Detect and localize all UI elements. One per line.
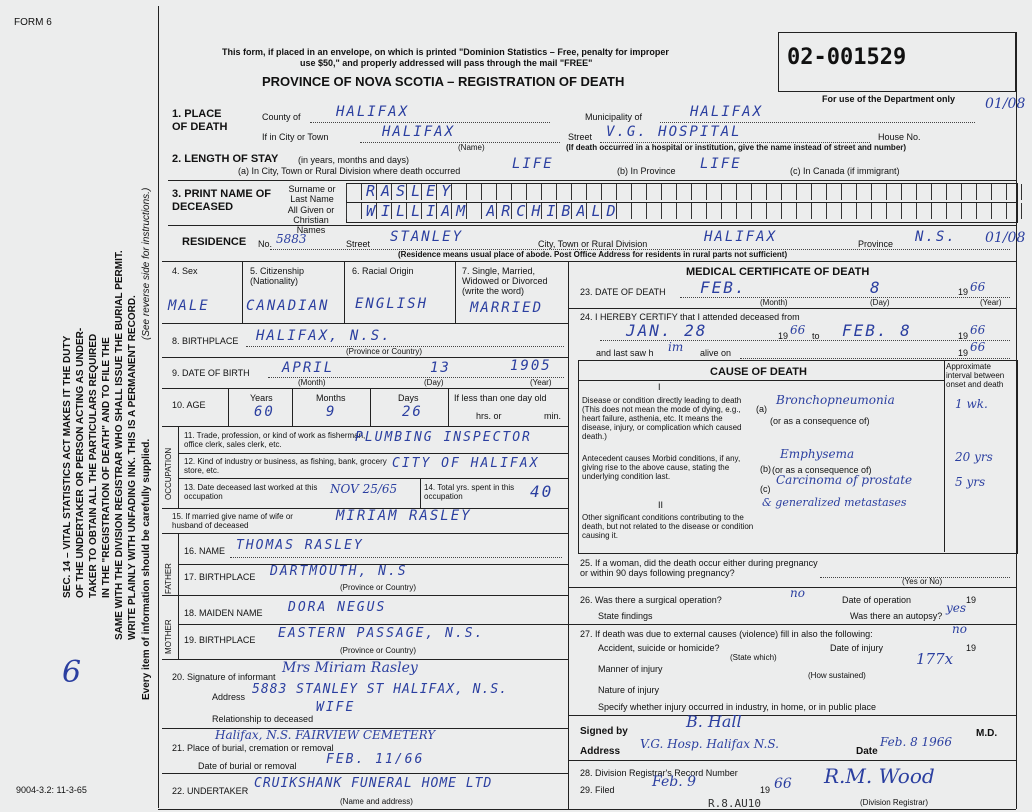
side-text-1: SEC. 14 – VITAL STATISTICS ACT MAKES IT THE DUTY <box>62 335 73 598</box>
name-grid-cell <box>961 203 976 219</box>
total-years-label: 14. Total yrs. spent in this occupation <box>424 483 515 501</box>
name-grid-cell <box>631 203 646 219</box>
father-birthplace-value: DARTMOUTH, N.S <box>270 564 408 579</box>
name-grid-cell <box>886 184 901 200</box>
last-worked-value: NOV 25/65 <box>330 482 398 496</box>
filed-year: 66 <box>774 776 792 792</box>
manner-label: Manner of injury <box>598 664 663 674</box>
side-text-6: WRITE PLAINLY WITH UNFADING INK. THIS IS A PERMANENT RECORD. <box>127 295 138 640</box>
city-value: HALIFAX <box>382 124 456 140</box>
name-grid-cell <box>751 184 766 200</box>
burial-date-value: FEB. 11/66 <box>326 752 425 767</box>
undertaker-hint: (Name and address) <box>340 797 413 806</box>
name-grid-cell <box>346 203 361 219</box>
form-number: FORM 6 <box>14 17 52 28</box>
name-grid-cell <box>766 203 781 219</box>
res-city-label: City, Town or Rural Division <box>538 239 648 249</box>
name-grid-cell <box>796 203 811 219</box>
form-title: PROVINCE OF NOVA SCOTIA – REGISTRATION OF DEATH <box>262 74 625 89</box>
res-street-label: Street <box>346 239 371 249</box>
autopsy-value: yes <box>946 601 967 615</box>
date-of-death-label: 23. DATE OF DEATH <box>580 287 666 297</box>
code-1: 01/08 <box>985 96 1026 112</box>
signed-by-label: Signed by <box>580 726 628 737</box>
printer-code: 9004-3.2: 11-3-65 <box>16 785 87 795</box>
name-grid-cell <box>736 184 751 200</box>
notice-line-2: use $50," and properly addressed will pass through the mail "FREE" <box>300 58 593 68</box>
code-2: 01/08 <box>985 230 1026 246</box>
hospital-hint: (If death occurred in a hospital or institution, give the name instead of street and number) <box>566 143 907 152</box>
informant-sig-value: Mrs Miriam Rasley <box>282 660 418 676</box>
dob-label: 9. DATE OF BIRTH <box>172 368 250 378</box>
dept-use-note: For use of the Department only <box>822 94 956 104</box>
days-label: Days <box>398 393 419 403</box>
name-grid-cell <box>496 184 511 200</box>
name-grid-cell <box>676 203 691 219</box>
name-grid-cell <box>946 184 961 200</box>
filed-value: Feb. 9 <box>652 774 697 790</box>
name-grid-cell <box>661 184 676 200</box>
to-label: to <box>812 331 820 341</box>
name-grid-cell <box>571 184 586 200</box>
burial-date-label: Date of burial or removal <box>198 761 297 771</box>
op-19: 19 <box>966 595 977 605</box>
side-text-8: Every item of information should be carefully supplied. <box>141 438 152 700</box>
res-province-label: Province <box>858 239 894 249</box>
age-years: 60 <box>254 404 275 420</box>
name-grid-cell <box>721 184 736 200</box>
name-grid-cell <box>526 184 541 200</box>
directly-label: Disease or condition directly leading to death (This does not mean the mode of dying, e.g., heart failure, asthenia, etc. It means the disease, injury, or complication which caused death.) <box>582 396 742 441</box>
interval-b: 20 yrs <box>955 450 993 464</box>
residence-label: RESIDENCE <box>182 236 247 248</box>
name-grid-cell <box>826 203 841 219</box>
from-date: JAN. 28 <box>626 321 708 340</box>
birthplace-value: HALIFAX, N.S. <box>256 328 392 344</box>
part-i: I <box>658 382 661 392</box>
street-value: V.G. HOSPITAL <box>606 124 742 140</box>
print-name-label: 3. PRINT NAME OF DECEASED <box>172 188 272 213</box>
injury-19: 19 <box>966 643 977 653</box>
name-grid-cell <box>646 203 661 219</box>
part-ii: II <box>658 500 664 510</box>
med-cert-title: MEDICAL CERTIFICATE OF DEATH <box>686 266 870 278</box>
name-grid-cell <box>1021 203 1032 219</box>
name-grid-cell <box>691 203 706 219</box>
filed-19: 19 <box>760 785 771 795</box>
external-value: no <box>952 622 967 636</box>
cause-c-prefix: (c) <box>760 484 771 494</box>
specify-label: Specify whether injury occurred in industry, in home, or in public place <box>598 702 876 712</box>
q27-label: 27. If death was due to external causes (violence) fill in also the following: <box>580 629 873 639</box>
city-label: If in City or Town <box>262 132 329 142</box>
name-grid-cell <box>781 203 796 219</box>
municipality-label: Municipality of <box>585 112 643 122</box>
res-hint: (Residence means usual place of abode. Post Office Address for residents in rural parts not sufficient) <box>398 250 788 259</box>
accident-label: Accident, suicide or homicide? <box>598 643 720 653</box>
reg-number-box <box>778 32 1016 92</box>
name-grid-cell <box>706 184 721 200</box>
name-grid-cell <box>766 184 781 200</box>
name-grid-cell <box>796 184 811 200</box>
name-grid-cell <box>466 184 481 200</box>
name-grid-cell <box>616 184 631 200</box>
due-to-2: (or as a consequence of) <box>772 465 872 475</box>
res-province-value: N.S. <box>915 229 957 245</box>
name-grid-cell <box>721 203 736 219</box>
burial-place-label: 21. Place of burial, cremation or removal <box>172 743 334 753</box>
certify-label: 24. I HEREBY CERTIFY that I attended deceased from <box>580 312 800 322</box>
reg-number: 02-001529 <box>787 45 907 70</box>
name-grid-cell <box>991 184 1006 200</box>
interval-label: Approximate interval between onset and death <box>946 362 1005 389</box>
stay-a-value: LIFE <box>512 156 554 172</box>
name-grid-cell <box>931 203 946 219</box>
given-label: All Given or Christian Names <box>287 205 335 235</box>
age-days: 26 <box>402 404 423 420</box>
cause-a-value: Bronchopneumonia <box>776 393 895 407</box>
mother-side-label: MOTHER <box>164 619 173 654</box>
name-grid-cell <box>736 203 751 219</box>
from-19: 19 <box>778 331 789 341</box>
md-date-value: Feb. 8 1966 <box>880 735 953 749</box>
street-label: Street <box>568 132 593 142</box>
res-no-label: No. <box>258 239 273 249</box>
municipality-value: HALIFAX <box>690 104 764 120</box>
name-grid-cell <box>826 184 841 200</box>
given-value: WILLIAM ARCHIBALD <box>366 202 622 220</box>
registrar-stamp: R.8.AU10 <box>708 797 761 810</box>
md-label: M.D. <box>976 728 998 739</box>
md-address-value: V.G. Hosp. Halifax N.S. <box>640 737 779 751</box>
stay-b-label: (b) In Province <box>617 166 676 176</box>
death-year-hint: (Year) <box>980 298 1002 307</box>
occupation-side-label: OCCUPATION <box>164 447 173 500</box>
dob-month-hint: (Month) <box>298 378 326 387</box>
name-grid-cell <box>1021 184 1032 200</box>
dob-day: 13 <box>430 360 451 376</box>
injury-code: 177x <box>916 650 954 668</box>
name-grid-cell <box>931 184 946 200</box>
county-label: County of <box>262 112 301 122</box>
birthplace-hint: (Province or Country) <box>346 347 423 356</box>
autopsy-label: Was there an autopsy? <box>850 611 943 621</box>
side-text-5: SAME WITH THE DIVISION REGISTRAR WHO SHALL ISSUE THE BURIAL PERMIT. <box>114 250 125 640</box>
name-grid-cell <box>691 184 706 200</box>
death-month-hint: (Month) <box>760 298 788 307</box>
years-label: Years <box>250 393 273 403</box>
side-text-3: TAKER TO OBTAIN ALL THE PARTICULARS REQUIRED <box>88 333 99 598</box>
min-label: min. <box>544 411 562 421</box>
cause-c-value: Carcinoma of prostate <box>776 473 913 487</box>
stay-b-value: LIFE <box>700 156 742 172</box>
margin-border <box>158 6 159 808</box>
hrs-label: hrs. or <box>476 411 502 421</box>
last-saw-year: 66 <box>970 340 986 354</box>
citizenship-value: CANADIAN <box>246 298 330 314</box>
name-grid-cell <box>916 184 931 200</box>
name-grid-cell <box>676 184 691 200</box>
name-grid-cell <box>811 184 826 200</box>
last-worked-label: 13. Date deceased last worked at this occupation <box>184 483 318 501</box>
death-day-hint: (Day) <box>870 298 890 307</box>
name-grid-cell <box>901 184 916 200</box>
age-months: 9 <box>326 404 337 420</box>
name-grid-cell <box>1006 203 1021 219</box>
father-name-value: THOMAS RASLEY <box>236 538 364 553</box>
dob-day-hint: (Day) <box>424 378 444 387</box>
name-grid-cell <box>481 184 496 200</box>
name-grid-cell <box>631 184 646 200</box>
stay-a-label: (a) In City, Town or Rural Division where death occurred <box>238 166 461 176</box>
antecedent-label: Antecedent causes Morbid conditions, if any, giving rise to the above cause, stating the underlying condition last. <box>582 454 741 481</box>
side-text-7: (See reverse side for instructions.) <box>141 187 152 340</box>
father-side-label: FATHER <box>164 563 173 594</box>
death-year: 66 <box>970 280 986 294</box>
wife-value: MIRIAM RASLEY <box>336 508 472 524</box>
length-of-stay-label: 2. LENGTH OF STAY <box>172 153 279 165</box>
last-saw-19: 19 <box>958 348 969 358</box>
burial-place-value: Halifax, N.S. FAIRVIEW CEMETERY <box>215 728 436 742</box>
age-label: 10. AGE <box>172 400 206 410</box>
name-grid-cell <box>856 184 871 200</box>
cause-b-value: Emphysema <box>780 447 855 461</box>
name-grid-cell <box>841 203 856 219</box>
nature-label: Nature of injury <box>598 685 660 695</box>
side-text-4: IN THE "REGISTRATION OF DEATH" AND TO FILE THE <box>101 337 112 598</box>
total-years-value: 40 <box>530 482 554 501</box>
death-month: FEB. <box>700 278 747 297</box>
less-than-day-label: If less than one day old <box>454 393 547 403</box>
name-grid-cell <box>871 184 886 200</box>
informant-address-value: 5883 STANLEY ST HALIFAX, N.S. <box>252 682 508 697</box>
name-grid-cell <box>781 184 796 200</box>
name-hint: (Name) <box>458 143 485 152</box>
dob-year: 1905 <box>510 358 552 374</box>
alive-on-label: alive on <box>700 348 732 358</box>
racial-value: ENGLISH <box>355 296 429 312</box>
death-19: 19 <box>958 287 969 297</box>
last-saw-label: and last saw h <box>596 348 654 358</box>
name-grid-cell <box>1006 184 1021 200</box>
name-grid-cell <box>871 203 886 219</box>
mother-prov-hint: (Province or Country) <box>340 646 417 655</box>
name-grid-cell <box>586 184 601 200</box>
name-grid-cell <box>916 203 931 219</box>
informant-sig-label: 20. Signature of informant <box>172 672 276 682</box>
house-no-label: House No. <box>878 132 921 142</box>
div-reg-hint: (Division Registrar) <box>860 798 929 807</box>
to-year: 66 <box>970 323 986 337</box>
relationship-value: WIFE <box>316 700 356 715</box>
state-findings-label: State findings <box>598 611 653 621</box>
q29-label: 29. Filed <box>580 785 615 795</box>
date-op-label: Date of operation <box>842 595 912 605</box>
md-date-label: Date <box>856 746 878 757</box>
death-day: 8 <box>870 278 882 297</box>
mother-birthplace-value: EASTERN PASSAGE, N.S. <box>278 626 485 641</box>
side-text-2: OF THE UNDERTAKER OR PERSON ACTING AS UNDER- <box>75 327 86 598</box>
marital-value: MARRIED <box>470 300 544 316</box>
surname-value: RASLEY <box>366 182 457 200</box>
mother-birthplace-label: 19. BIRTHPLACE <box>184 635 256 645</box>
from-year: 66 <box>790 323 806 337</box>
name-grid-cell <box>961 184 976 200</box>
relationship-label: Relationship to deceased <box>212 714 314 724</box>
name-grid-cell <box>886 203 901 219</box>
interval-c: 5 yrs <box>955 475 986 489</box>
trade-label: 11. Trade, profession, or kind of work as fisherman, office clerk, sales clerk, etc. <box>184 431 366 449</box>
notice-line-1: This form, if placed in an envelope, on which is printed "Dominion Statistics – Free, penalty for improper <box>222 47 669 57</box>
name-grid-cell <box>346 184 361 200</box>
name-grid-cell <box>661 203 676 219</box>
racial-label: 6. Racial Origin <box>352 266 414 276</box>
res-street-value: STANLEY <box>390 229 464 245</box>
sex-value: MALE <box>168 298 210 314</box>
name-grid-cell <box>646 184 661 200</box>
industry-value: CITY OF HALIFAX <box>392 456 540 471</box>
name-grid-cell <box>841 184 856 200</box>
to-19: 19 <box>958 331 969 341</box>
how-sustained-hint: (How sustained) <box>808 671 866 680</box>
name-grid-cell <box>601 184 616 200</box>
cause-a-prefix: (a) <box>756 404 767 414</box>
trade-value: PLUMBING INSPECTOR <box>355 430 532 445</box>
date-injury-label: Date of injury <box>830 643 884 653</box>
citizenship-label: 5. Citizenship (Nationality) <box>250 266 305 286</box>
birthplace-label: 8. BIRTHPLACE <box>172 336 239 346</box>
dob-year-hint: (Year) <box>530 378 552 387</box>
father-name-label: 16. NAME <box>184 546 226 556</box>
res-city-value: HALIFAX <box>704 229 778 245</box>
months-label: Months <box>316 393 346 403</box>
dob-month: APRIL <box>282 360 335 376</box>
stay-c-label: (c) In Canada (if immigrant) <box>790 166 900 176</box>
informant-address-label: Address <box>212 692 246 702</box>
undertaker-value: CRUIKSHANK FUNERAL HOME LTD <box>254 776 493 791</box>
surgical-value: no <box>790 586 805 600</box>
cause-b-prefix: (b) <box>760 464 771 474</box>
name-grid-cell <box>706 203 721 219</box>
wife-label: 15. If married give name of wife or husband of deceased <box>172 512 293 530</box>
res-no-value: 5883 <box>276 232 307 246</box>
cause-title: CAUSE OF DEATH <box>710 366 807 378</box>
margin-mark: 6 <box>62 655 82 690</box>
other-sig-label: Other significant conditions contributing to the death, but not related to the disease or condition causing it. <box>582 513 754 540</box>
last-saw-h: im <box>668 340 684 354</box>
name-grid-cell <box>541 184 556 200</box>
mother-maiden-value: DORA NEGUS <box>288 600 387 615</box>
father-prov-hint: (Province or Country) <box>340 583 417 592</box>
name-grid-cell <box>511 184 526 200</box>
surname-label: Surname or Last Name <box>288 184 336 204</box>
father-birthplace-label: 17. BIRTHPLACE <box>184 572 256 582</box>
name-grid-cell <box>901 203 916 219</box>
name-grid-cell <box>751 203 766 219</box>
marital-label: 7. Single, Married, Widowed or Divorced (write the word) <box>462 266 548 296</box>
sex-label: 4. Sex <box>172 266 198 276</box>
name-grid-cell <box>556 184 571 200</box>
name-grid-cell <box>976 184 991 200</box>
stay-hint: (in years, months and days) <box>298 155 410 165</box>
place-of-death-label: 1. PLACE OF DEATH <box>172 108 228 133</box>
q25-label: 25. If a woman, did the death occur either during pregnancy or within 90 days following pregnancy? <box>580 558 818 578</box>
signed-by-value: B. Hall <box>686 712 742 731</box>
county-value: HALIFAX <box>336 104 410 120</box>
name-grid-cell <box>856 203 871 219</box>
registrar-signature: R.M. Wood <box>824 764 935 788</box>
state-which-hint: (State which) <box>730 653 777 662</box>
q25-hint: (Yes or No) <box>902 577 943 586</box>
name-grid-cell <box>811 203 826 219</box>
cause-c2-value: & generalized metastases <box>762 496 907 509</box>
q28-label: 28. Division Registrar's Record Number <box>580 768 738 778</box>
mother-maiden-label: 18. MAIDEN NAME <box>184 608 263 618</box>
undertaker-label: 22. UNDERTAKER <box>172 786 249 796</box>
due-to-1: (or as a consequence of) <box>770 416 870 426</box>
md-address-label: Address <box>580 746 621 757</box>
name-grid-cell <box>976 203 991 219</box>
q26-label: 26. Was there a surgical operation? <box>580 595 722 605</box>
name-grid-cell <box>946 203 961 219</box>
interval-a: 1 wk. <box>955 397 988 411</box>
to-date: FEB. 8 <box>842 321 912 340</box>
industry-label: 12. Kind of industry or business, as fishing, bank, grocery store, etc. <box>184 457 387 475</box>
name-grid-cell <box>991 203 1006 219</box>
